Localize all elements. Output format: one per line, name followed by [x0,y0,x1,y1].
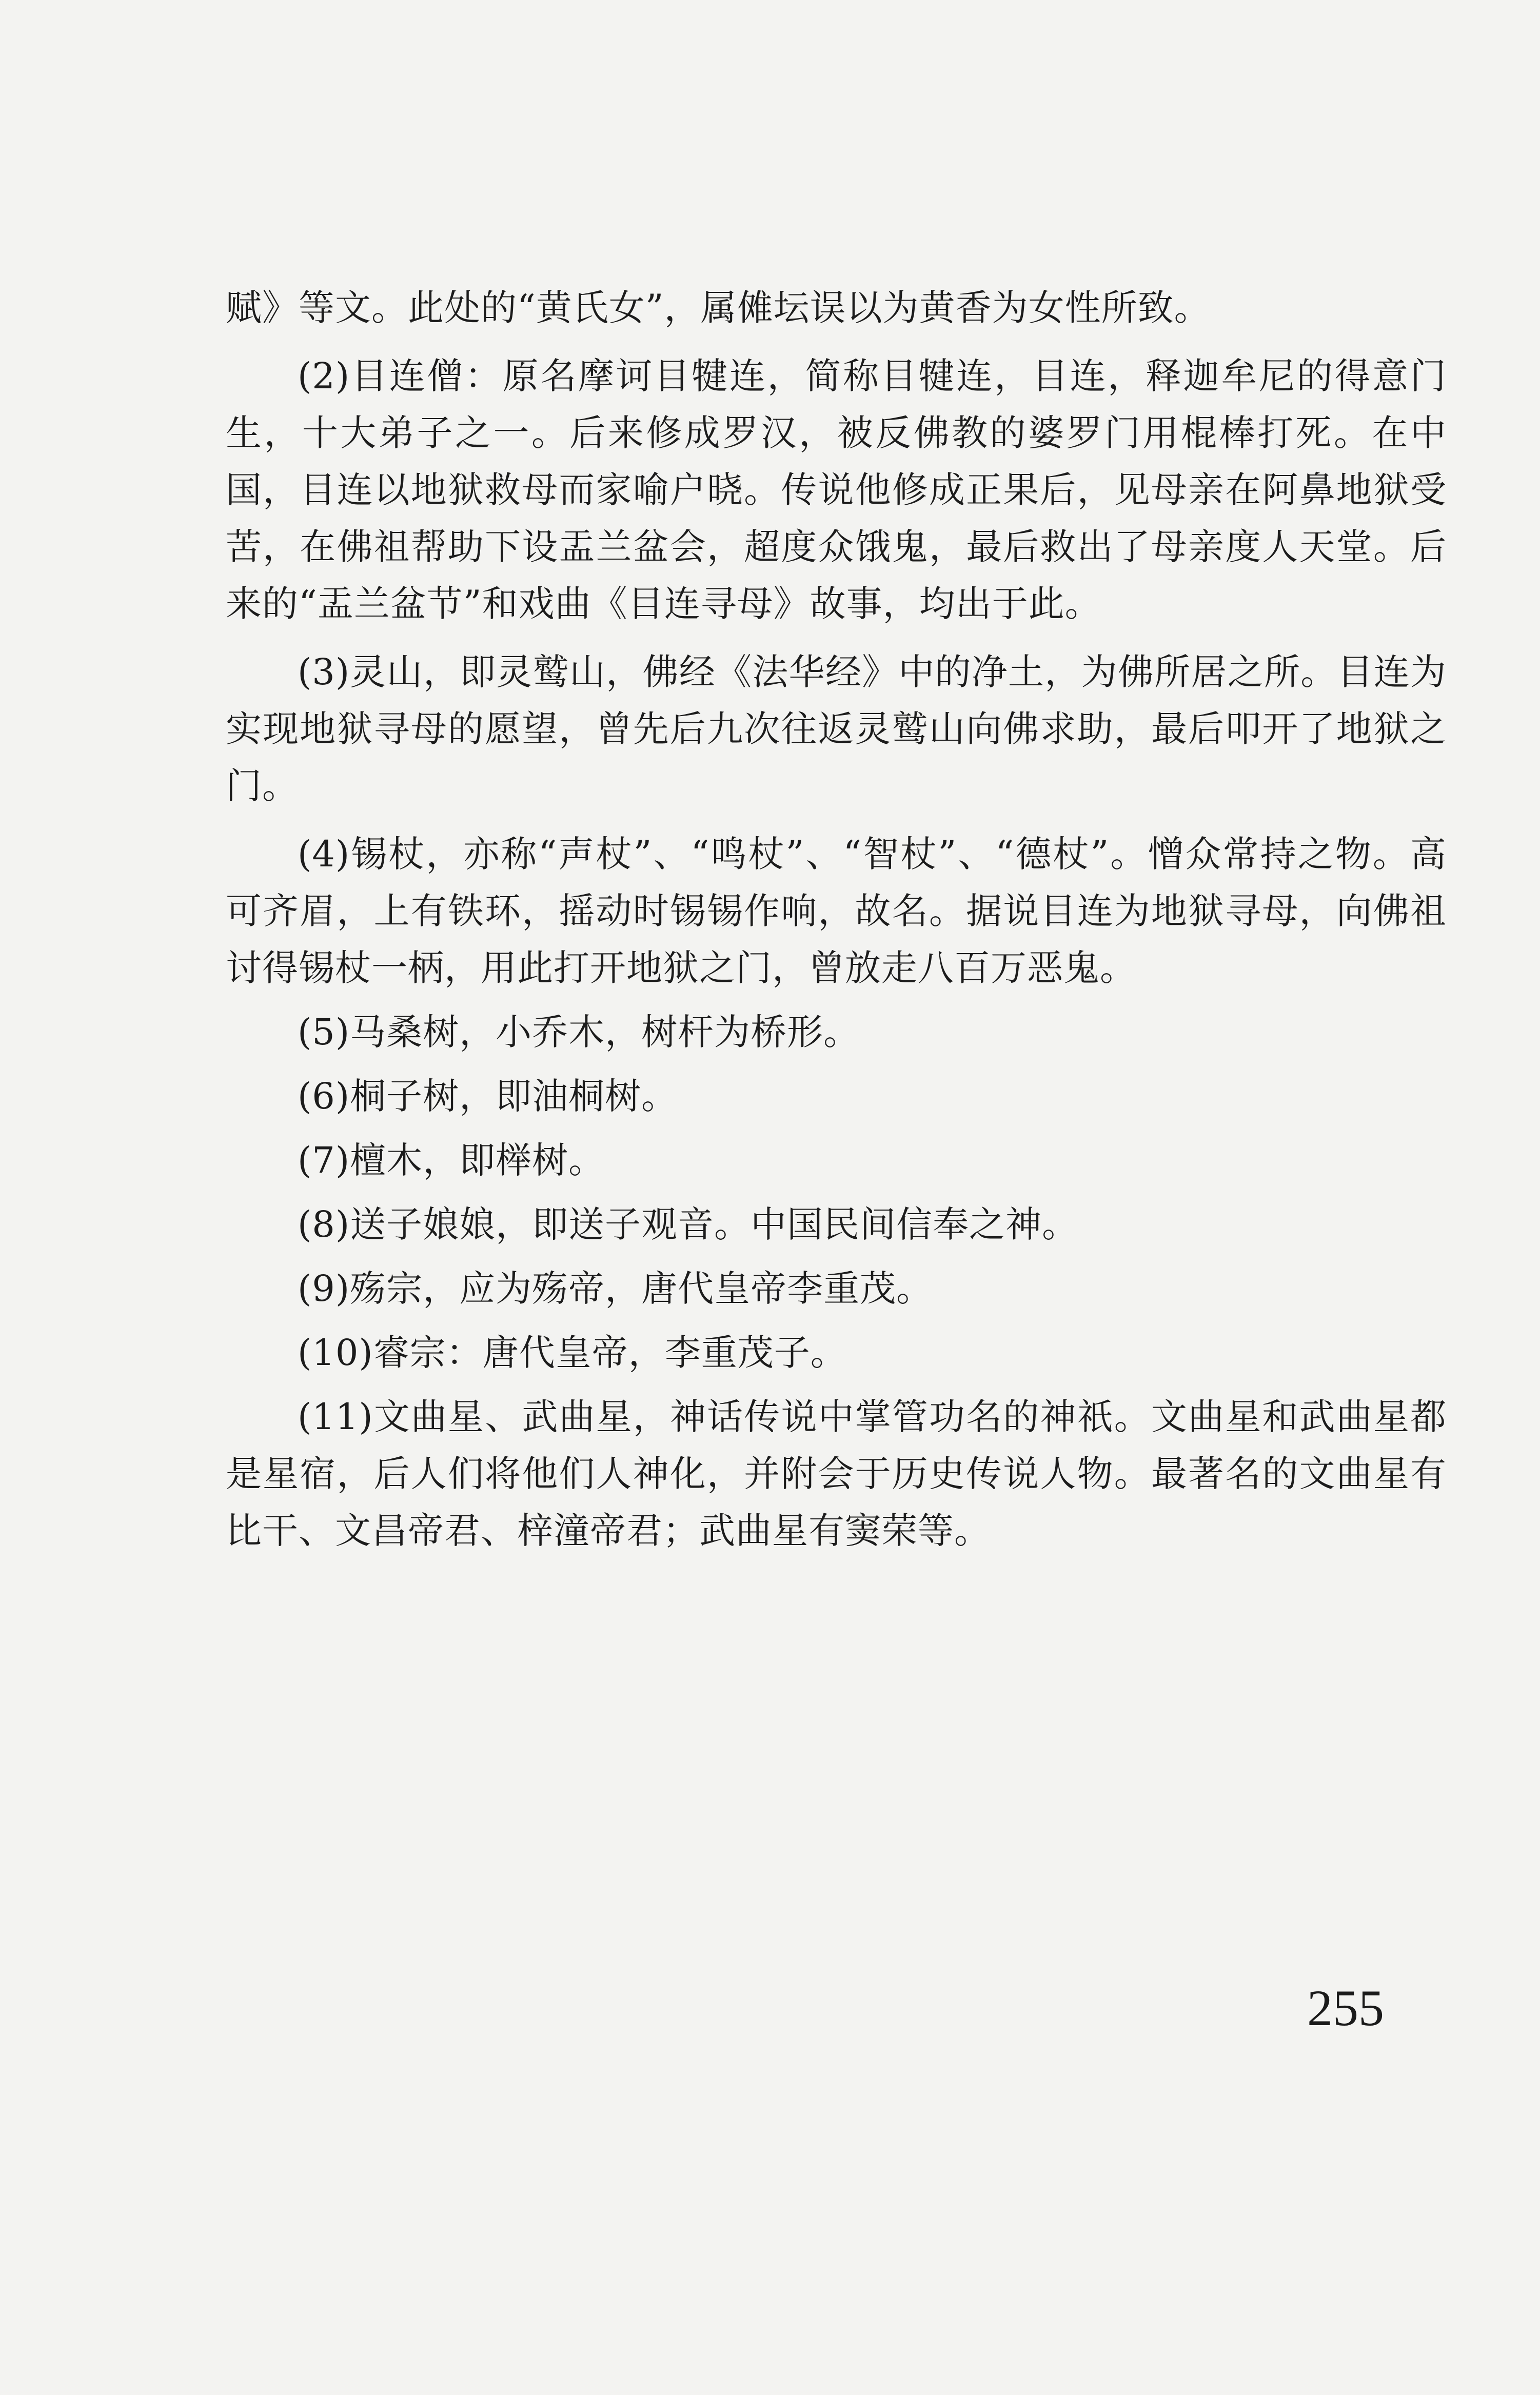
note-9-shangzong: (9)殇宗，应为殇帝，唐代皇帝李重茂。 [298,1268,933,1310]
note-7-tanmu: (7)檀木，即榉树。 [298,1139,605,1181]
note-11-wenqu: (11)文曲星、武曲星，神话传说中掌管功名的神祇。文曲星和武曲星都是星宿，后人们将他们人神化，并附会于历史传说人物。最著名的文曲星有比干、文昌帝君、梓潼帝君；武曲星有窦荣等。 [226,1396,1447,1552]
page-number: 255 [1307,1980,1384,2036]
note-6-tongzi: (6)桐子树，即油桐树。 [298,1075,678,1117]
note-4-xizhang: (4)锡杖，亦称“声杖”、“鸣杖”、“智杖”、“德杖”。憎众常持之物。高可齐眉，上有铁环，摇动时锡锡作响，故名。据说目连为地狱寻母，向佛祖讨得锡杖一柄，用此打开地狱之门，曾放走八百万恶鬼。 [226,833,1447,989]
note-3-lingshan: (3)灵山，即灵鹫山，佛经《法华经》中的净土，为佛所居之所。目连为实现地狱寻母的愿望，曾先后九次往返灵鹫山向佛求助，最后叩开了地狱之门。 [226,651,1447,807]
note-2-mulian: (2)目连僧：原名摩诃目犍连，简称目犍连，目连，释迦牟尼的得意门生，十大弟子之一。后来修成罗汉，被反佛教的婆罗门用棍棒打死。在中国，目连以地狱救母而家喻户晓。传说他修成正果后，见母亲在阿鼻地狱受苦，在佛祖帮助下设盂兰盆会，超度众饿鬼，最后救出了母亲度人天堂。后来的“盂兰盆节”和戏曲《目连寻母》故事，均出于此。 [226,355,1447,625]
note-10-ruizong: (10)睿宗：唐代皇帝，李重茂子。 [298,1332,847,1374]
note-continuation: 赋》等文。此处的“黄氏女”，属傩坛误以为黄香为女性所致。 [226,287,1211,329]
note-5-masang: (5)马桑树，小乔木，树杆为桥形。 [298,1011,860,1053]
notes-body [226,280,1447,1559]
note-8-songzi: (8)送子娘娘，即送子观音。中国民间信奉之神。 [298,1203,1079,1245]
